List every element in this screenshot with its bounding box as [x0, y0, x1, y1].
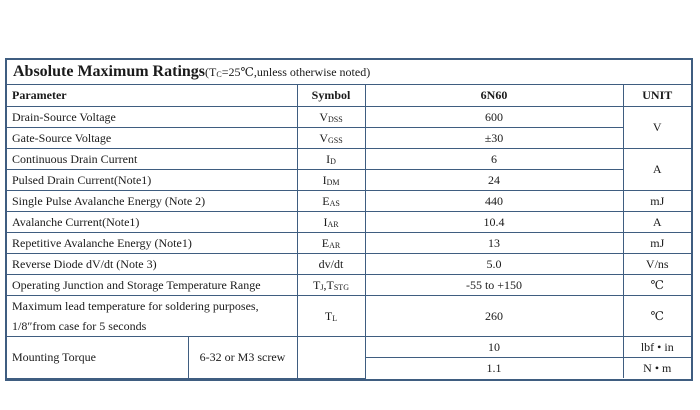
- table-row: [7, 212, 691, 233]
- row-parameter: Continuous Drain Current: [7, 149, 297, 170]
- row-symbol: $T_L$: [297, 296, 365, 337]
- table-row: [7, 191, 691, 212]
- row-symbol: $V_{DSS}$: [297, 107, 365, 128]
- row-value: 440: [365, 191, 623, 212]
- mounting-condition: 6-32 or M3 screw: [188, 337, 297, 379]
- row-parameter: Avalanche Current(Note1): [7, 212, 297, 233]
- row-parameter: Operating Junction and Storage Temperature Range: [7, 275, 297, 296]
- row-symbol: $I_{DM}$: [297, 170, 365, 191]
- row-value: 5.0: [365, 254, 623, 275]
- table-row: [7, 149, 691, 170]
- header-symbol: Symbol: [297, 85, 365, 107]
- row-unit: V/ns: [623, 254, 691, 275]
- absolute-maximum-ratings-table: [5, 58, 693, 381]
- row-symbol: $E_{AR}$: [297, 233, 365, 254]
- mounting-symbol: [297, 337, 365, 379]
- mounting-parameter: Mounting Torque: [7, 337, 188, 379]
- row-symbol: $E_{AS}$: [297, 191, 365, 212]
- row-symbol: $I_{AR}$: [297, 212, 365, 233]
- mounting-value-1: 10: [365, 337, 623, 358]
- row-unit: A: [623, 149, 691, 191]
- table-row: [7, 128, 691, 149]
- table-title-row: [7, 60, 691, 85]
- row-symbol: $V_{GSS}$: [297, 128, 365, 149]
- table-title: Absolute Maximum Ratings: [13, 63, 206, 80]
- row-parameter: Repetitive Avalanche Energy (Note1): [7, 233, 297, 254]
- table-row: [7, 254, 691, 275]
- header-unit: UNIT: [623, 85, 691, 107]
- row-unit: A: [623, 212, 691, 233]
- table-row: [7, 233, 691, 254]
- mounting-torque-row: [7, 337, 691, 358]
- row-value: 260: [365, 296, 623, 337]
- row-unit: mJ: [623, 191, 691, 212]
- table-row: [7, 275, 691, 296]
- row-value: 13: [365, 233, 623, 254]
- row-parameter: Single Pulse Avalanche Energy (Note 2): [7, 191, 297, 212]
- row-value: 6: [365, 149, 623, 170]
- mounting-unit-2: N • m: [623, 358, 691, 379]
- row-symbol: $T_J,T_{STG}$: [297, 275, 365, 296]
- header-row: [7, 85, 691, 107]
- row-value: ±30: [365, 128, 623, 149]
- mounting-unit-1: lbf • in: [623, 337, 691, 358]
- table-row: [7, 170, 691, 191]
- row-value: 600: [365, 107, 623, 128]
- row-unit: ℃: [623, 275, 691, 296]
- row-unit: V: [623, 107, 691, 149]
- row-unit: mJ: [623, 233, 691, 254]
- row-parameter: Gate-Source Voltage: [7, 128, 297, 149]
- row-symbol: $I_D$: [297, 149, 365, 170]
- row-parameter: Drain-Source Voltage: [7, 107, 297, 128]
- table-row: [7, 107, 691, 128]
- row-parameter: Reverse Diode dV/dt (Note 3): [7, 254, 297, 275]
- mounting-value-2: 1.1: [365, 358, 623, 379]
- row-value: 10.4: [365, 212, 623, 233]
- row-value: 24: [365, 170, 623, 191]
- row-symbol: dv/dt: [297, 254, 365, 275]
- row-parameter: Maximum lead temperature for soldering purposes, 1/8″from case for 5 seconds: [7, 296, 297, 337]
- header-parameter: Parameter: [7, 85, 297, 107]
- row-parameter: Pulsed Drain Current(Note1): [7, 170, 297, 191]
- header-part: 6N60: [365, 85, 623, 107]
- table-row: [7, 296, 691, 337]
- ratings-table: [7, 85, 691, 379]
- row-unit: ℃: [623, 296, 691, 337]
- table-title-condition: ($T_C=25℃,unless$ otherwise noted): [205, 64, 371, 79]
- row-value: -55 to +150: [365, 275, 623, 296]
